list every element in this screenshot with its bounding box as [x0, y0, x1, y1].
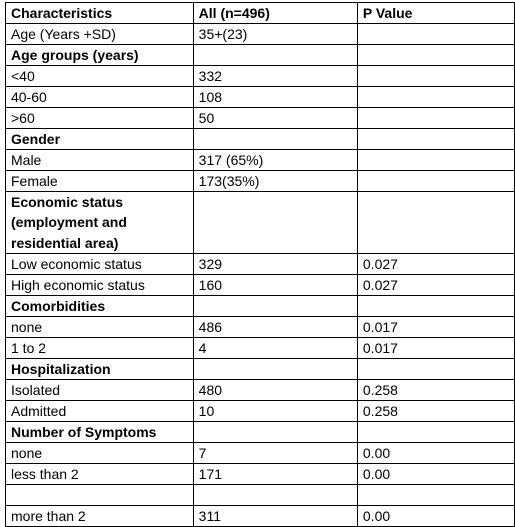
table-row — [6, 400, 515, 421]
cell-all: 173(35%) — [193, 171, 357, 192]
cell-all — [193, 192, 357, 254]
section-row — [6, 358, 515, 379]
cell-all: 160 — [193, 274, 357, 295]
cell-p-value: 0.017 — [357, 337, 514, 358]
table-row — [6, 484, 515, 505]
section-label: Number of Symptoms — [6, 421, 194, 442]
header-all: All (n=496) — [193, 3, 357, 24]
row-label: Low economic status — [6, 253, 194, 274]
table-row — [6, 253, 515, 274]
table-row — [6, 337, 515, 358]
cell-all: 329 — [193, 253, 357, 274]
cell-p-value — [357, 87, 514, 108]
row-label: <40 — [6, 66, 194, 87]
row-label: High economic status — [6, 274, 194, 295]
header-p-value: P Value — [357, 3, 514, 24]
row-label: Male — [6, 150, 194, 171]
table-row — [6, 274, 515, 295]
cell-p-value: 0.027 — [357, 274, 514, 295]
cell-all — [193, 45, 357, 66]
cell-all — [193, 295, 357, 316]
cell-p-value: 0.00 — [357, 442, 514, 463]
table-row — [6, 66, 515, 87]
cell-all: 50 — [193, 108, 357, 129]
cell-p-value — [357, 108, 514, 129]
table-row — [6, 87, 515, 108]
table-row — [6, 505, 515, 526]
cell-p-value — [357, 171, 514, 192]
row-label: Isolated — [6, 379, 194, 400]
cell-all: 480 — [193, 379, 357, 400]
section-row — [6, 45, 515, 66]
cell-p-value: 0.00 — [357, 505, 514, 526]
cell-all — [193, 129, 357, 150]
cell-all — [193, 421, 357, 442]
characteristics-table — [5, 2, 515, 527]
cell-all: 317 (65%) — [193, 150, 357, 171]
table-row — [6, 24, 515, 45]
cell-all: 7 — [193, 442, 357, 463]
table-row — [6, 108, 515, 129]
header-characteristics: Characteristics — [6, 3, 194, 24]
section-label: Gender — [6, 129, 194, 150]
row-label: none — [6, 316, 194, 337]
table-row — [6, 379, 515, 400]
cell-all: 4 — [193, 337, 357, 358]
table-row — [6, 463, 515, 484]
cell-p-value — [357, 45, 514, 66]
cell-p-value — [357, 192, 514, 254]
row-label: 40-60 — [6, 87, 194, 108]
cell-p-value — [357, 150, 514, 171]
cell-p-value: 0.027 — [357, 253, 514, 274]
cell-all — [193, 484, 357, 505]
section-row — [6, 421, 515, 442]
table-row — [6, 442, 515, 463]
section-label: Economic status (employment and residential area) — [6, 192, 194, 254]
cell-p-value — [357, 129, 514, 150]
cell-p-value: 0.258 — [357, 400, 514, 421]
table-body — [6, 24, 515, 527]
section-label: Age groups (years) — [6, 45, 194, 66]
section-label: Comorbidities — [6, 295, 194, 316]
cell-all: 171 — [193, 463, 357, 484]
section-label: Hospitalization — [6, 358, 194, 379]
cell-p-value — [357, 484, 514, 505]
row-label: none — [6, 442, 194, 463]
cell-all: 311 — [193, 505, 357, 526]
row-label: Admitted — [6, 400, 194, 421]
row-label: Female — [6, 171, 194, 192]
row-label: 1 to 2 — [6, 337, 194, 358]
cell-p-value — [357, 421, 514, 442]
cell-all: 108 — [193, 87, 357, 108]
section-row — [6, 129, 515, 150]
cell-all: 332 — [193, 66, 357, 87]
cell-all: 35+(23) — [193, 24, 357, 45]
cell-all: 10 — [193, 400, 357, 421]
table-row — [6, 150, 515, 171]
cell-p-value — [357, 24, 514, 45]
cell-all — [193, 358, 357, 379]
table-header-row — [6, 3, 515, 24]
section-row — [6, 192, 515, 254]
row-label: more than 2 — [6, 505, 194, 526]
cell-p-value — [357, 358, 514, 379]
cell-p-value: 0.258 — [357, 379, 514, 400]
cell-all: 486 — [193, 316, 357, 337]
row-label: Age (Years +SD) — [6, 24, 194, 45]
row-label: >60 — [6, 108, 194, 129]
row-label — [6, 484, 194, 505]
table-row — [6, 316, 515, 337]
row-label: less than 2 — [6, 463, 194, 484]
cell-p-value — [357, 66, 514, 87]
table-row — [6, 171, 515, 192]
cell-p-value: 0.017 — [357, 316, 514, 337]
cell-p-value: 0.00 — [357, 463, 514, 484]
cell-p-value — [357, 295, 514, 316]
section-row — [6, 295, 515, 316]
